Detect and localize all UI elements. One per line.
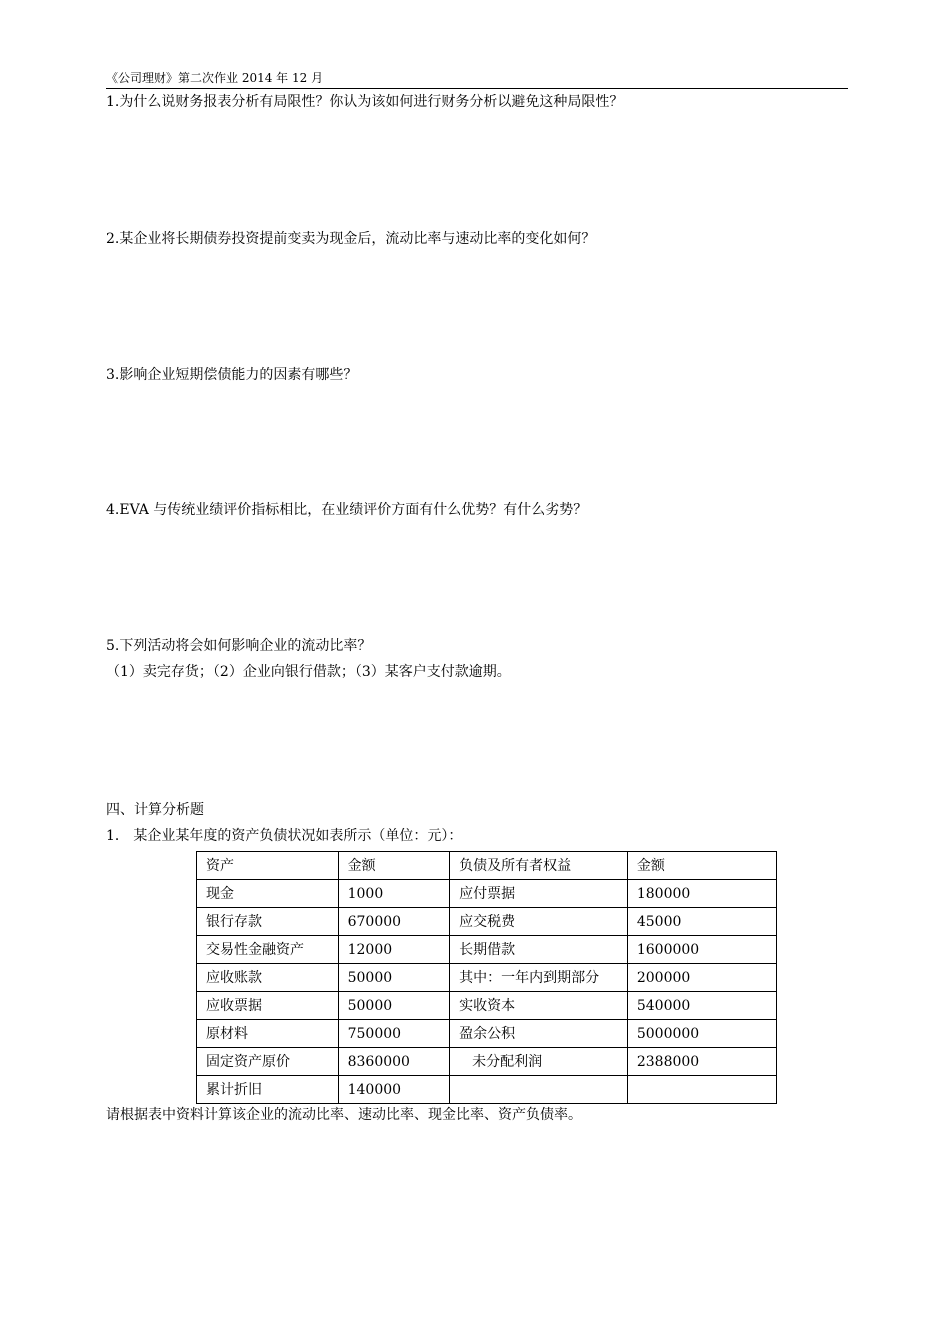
question-4: 4.EVA 与传统业绩评价指标相比，在业绩评价方面有什么优势？有什么劣势？ <box>106 502 588 518</box>
table-cell: 12000 <box>338 936 450 964</box>
table-cell: 盈余公积 <box>450 1020 628 1048</box>
table-row <box>197 908 777 936</box>
header-cell: 金额 <box>627 852 776 880</box>
table-cell <box>450 1076 628 1104</box>
table-cell: 50000 <box>338 964 450 992</box>
table-row <box>197 880 777 908</box>
question-5-items: （1）卖完存货；（2）企业向银行借款；（3）某客户支付款逾期。 <box>106 664 511 680</box>
instruction-text: 请根据表中资料计算该企业的流动比率、速动比率、现金比率、资产负债率。 <box>106 1107 582 1123</box>
table-cell: 45000 <box>627 908 776 936</box>
problem-1-text: 1． 某企业某年度的资产负债状况如表所示（单位：元）： <box>106 828 463 844</box>
table-cell: 现金 <box>197 880 339 908</box>
balance-sheet-table <box>196 851 777 1104</box>
table-cell: 应收账款 <box>197 964 339 992</box>
header-cell: 负债及所有者权益 <box>450 852 628 880</box>
table-cell: 2388000 <box>627 1048 776 1076</box>
table-cell: 应交税费 <box>450 908 628 936</box>
table-cell: 5000000 <box>627 1020 776 1048</box>
table-row <box>197 1020 777 1048</box>
table-cell: 累计折旧 <box>197 1076 339 1104</box>
section-title: 四、计算分析题 <box>106 802 204 818</box>
question-5: 5.下列活动将会如何影响企业的流动比率？ <box>106 638 372 654</box>
table-cell: 应收票据 <box>197 992 339 1020</box>
header-cell: 金额 <box>338 852 450 880</box>
table-cell: 540000 <box>627 992 776 1020</box>
table-cell: 8360000 <box>338 1048 450 1076</box>
table-cell: 实收资本 <box>450 992 628 1020</box>
table-row <box>197 936 777 964</box>
table-cell: 180000 <box>627 880 776 908</box>
table-row <box>197 1076 777 1104</box>
table-cell: 670000 <box>338 908 450 936</box>
table-header-row <box>197 852 777 880</box>
table-cell: 应付票据 <box>450 880 628 908</box>
table-row <box>197 992 777 1020</box>
table-cell: 银行存款 <box>197 908 339 936</box>
table-row <box>197 964 777 992</box>
table-cell: 140000 <box>338 1076 450 1104</box>
page-header: 《公司理财》第二次作业 2014 年 12 月 <box>106 70 848 89</box>
question-3: 3.影响企业短期偿债能力的因素有哪些？ <box>106 367 358 383</box>
table-cell: 50000 <box>338 992 450 1020</box>
table-cell <box>627 1076 776 1104</box>
table-cell: 原材料 <box>197 1020 339 1048</box>
question-2: 2.某企业将长期债券投资提前变卖为现金后，流动比率与速动比率的变化如何？ <box>106 231 596 247</box>
table-cell: 1000 <box>338 880 450 908</box>
table-cell: 750000 <box>338 1020 450 1048</box>
header-cell: 资产 <box>197 852 339 880</box>
table-cell: 交易性金融资产 <box>197 936 339 964</box>
table-cell: 1600000 <box>627 936 776 964</box>
table-cell: 未分配利润 <box>450 1048 628 1076</box>
table-cell: 200000 <box>627 964 776 992</box>
table-row <box>197 1048 777 1076</box>
table-cell: 固定资产原价 <box>197 1048 339 1076</box>
table-cell: 长期借款 <box>450 936 628 964</box>
question-1: 1.为什么说财务报表分析有局限性？你认为该如何进行财务分析以避免这种局限性？ <box>106 94 624 110</box>
table-cell: 其中：一年内到期部分 <box>450 964 628 992</box>
